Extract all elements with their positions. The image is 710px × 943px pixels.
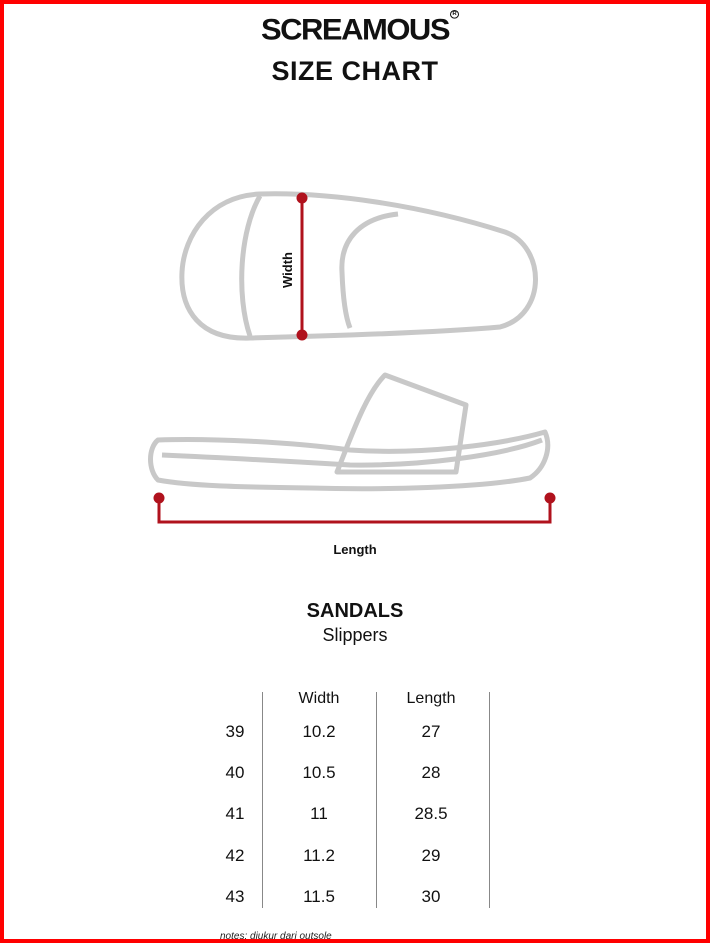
brand-logo (260, 11, 457, 47)
table-row (0, 763, 710, 785)
page-title: SIZE CHART (271, 56, 439, 86)
width-cell: 11.2 (303, 846, 335, 865)
measurement-notes: notes: diukur dari outsole (220, 931, 332, 942)
length-cell: 28 (421, 763, 441, 782)
size-table (0, 688, 710, 910)
section-title: SANDALS (306, 600, 404, 622)
table-row (0, 804, 710, 826)
table-row (0, 722, 710, 744)
length-cell: 27 (421, 722, 441, 741)
registered-mark-icon: R (450, 10, 459, 19)
length-marker-left-dot (154, 493, 165, 504)
length-marker (159, 498, 550, 522)
size-cell: 41 (225, 804, 245, 823)
size-cell: 42 (225, 846, 245, 865)
size-cell: 40 (225, 763, 245, 782)
width-marker-top-dot (297, 193, 308, 204)
width-label: Width (280, 252, 295, 288)
sandal-top-view (182, 194, 536, 338)
size-cell: 39 (225, 722, 245, 741)
section-subtitle: Slippers (322, 625, 388, 645)
brand-name: SCREAMOUS (260, 12, 449, 47)
width-cell: 10.2 (302, 722, 336, 741)
table-row (0, 846, 710, 868)
header-width: Width (298, 690, 340, 707)
size-cell: 43 (225, 887, 245, 906)
sandal-diagram (0, 170, 710, 535)
brand-header (0, 12, 710, 48)
sandal-side-view (151, 375, 548, 489)
front-strap-curve (342, 214, 398, 328)
length-cell: 28.5 (414, 804, 448, 823)
length-marker-right-dot (545, 493, 556, 504)
length-measure-line (159, 498, 550, 522)
length-cell: 30 (421, 887, 441, 906)
width-marker-bottom-dot (297, 330, 308, 341)
table-row (0, 887, 710, 909)
header-length: Length (406, 690, 456, 707)
width-cell: 11 (310, 804, 328, 823)
sole-top-outline (182, 194, 536, 338)
width-cell: 10.5 (302, 763, 336, 782)
width-marker (297, 193, 308, 341)
strap-side-outline (337, 375, 466, 472)
length-label: Length (333, 542, 377, 557)
length-cell: 29 (421, 846, 441, 865)
back-strap-curve (242, 196, 260, 336)
width-cell: 11.5 (303, 887, 335, 906)
